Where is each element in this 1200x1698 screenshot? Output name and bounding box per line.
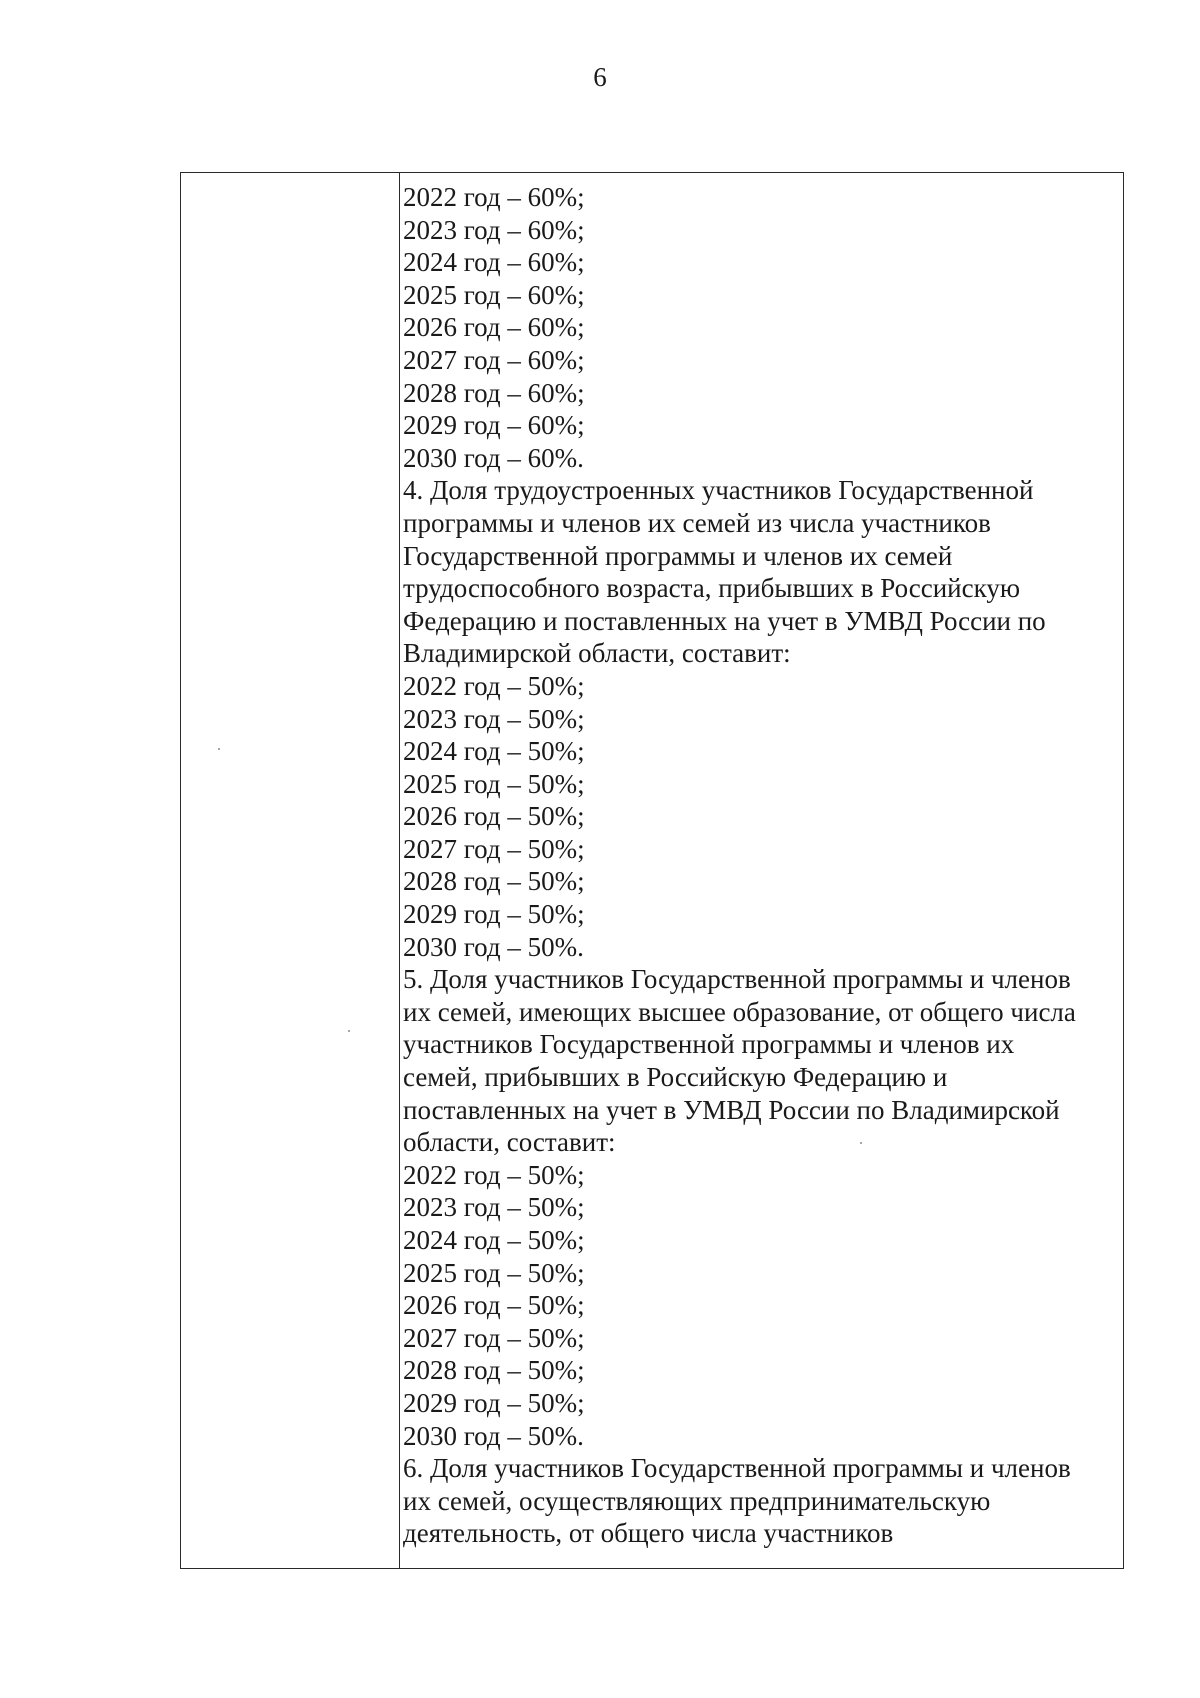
text-line: 2023 год – 50%; <box>403 703 585 734</box>
text-line: трудоспособного возраста, прибывших в Российскую <box>403 573 1021 604</box>
text-line: 2029 год – 50%; <box>403 1387 585 1418</box>
text-line: Владимирской области, составит: <box>403 638 791 669</box>
text-line: 2025 год – 50%; <box>403 1257 585 1288</box>
table-right-cell <box>403 181 1117 1550</box>
text-line: 2022 год – 50%; <box>403 1159 585 1190</box>
text-line: 2024 год – 60%; <box>403 247 585 278</box>
text-line: 5. Доля участников Государственной программы и членов <box>403 964 1071 995</box>
indicator-block-5 <box>403 963 1117 1452</box>
text-line: 2023 год – 50%; <box>403 1192 585 1223</box>
text-line: 2022 год – 60%; <box>403 182 585 212</box>
text-line: 2028 год – 50%; <box>403 866 585 897</box>
text-line: их семей, имеющих высшее образование, от общего числа <box>403 996 1076 1027</box>
text-line: 2028 год – 50%; <box>403 1355 585 1386</box>
scan-speck <box>218 748 220 750</box>
text-line: 2025 год – 50%; <box>403 768 585 799</box>
text-line: 2030 год – 50%. <box>403 1420 584 1451</box>
text-line: 2030 год – 50%. <box>403 931 584 962</box>
text-line: Федерацию и поставленных на учет в УМВД России по <box>403 605 1046 636</box>
text-line: 2027 год – 50%; <box>403 1322 585 1353</box>
text-line: 2027 год – 50%; <box>403 833 585 864</box>
text-line: семей, прибывших в Российскую Федерацию и <box>403 1062 948 1093</box>
text-line: их семей, осуществляющих предпринимательскую <box>403 1485 991 1516</box>
text-line: 2023 год – 60%; <box>403 214 585 245</box>
text-line: 2028 год – 60%; <box>403 377 585 408</box>
document-table <box>180 172 1124 1569</box>
text-line: деятельность, от общего числа участников <box>403 1518 894 1549</box>
text-line: 2025 год – 60%; <box>403 279 585 310</box>
text-line: 2027 год – 60%; <box>403 344 585 375</box>
text-line: 2029 год – 50%; <box>403 899 585 930</box>
text-line: 2030 год – 60%. <box>403 442 584 473</box>
text-line: 2029 год – 60%; <box>403 410 585 441</box>
text-line: 2026 год – 50%; <box>403 1290 585 1321</box>
indicator-block-3-targets <box>403 181 1117 474</box>
text-line: 6. Доля участников Государственной программы и членов <box>403 1453 1071 1484</box>
text-line: 2026 год – 50%; <box>403 801 585 832</box>
indicator-block-4 <box>403 474 1117 963</box>
text-line: 2024 год – 50%; <box>403 736 585 767</box>
text-line: 2022 год – 50%; <box>403 670 585 701</box>
scan-speck <box>860 1142 862 1144</box>
text-line: 2026 год – 60%; <box>403 312 585 343</box>
indicator-block-6 <box>403 1452 1117 1550</box>
table-left-cell <box>181 173 399 1568</box>
text-line: Государственной программы и членов их семей <box>403 540 953 571</box>
scan-speck <box>348 1030 350 1032</box>
page-number: 6 <box>593 62 607 92</box>
text-line: 4. Доля трудоустроенных участников Государственной <box>403 475 1034 506</box>
text-line: участников Государственной программы и членов их <box>403 1029 1015 1060</box>
column-divider <box>399 173 400 1568</box>
text-line: программы и членов их семей из числа участников <box>403 507 991 538</box>
text-line: области, составит: <box>403 1127 616 1158</box>
text-line: 2024 год – 50%; <box>403 1225 585 1255</box>
text-line: поставленных на учет в УМВД России по Владимирской <box>403 1094 1060 1125</box>
